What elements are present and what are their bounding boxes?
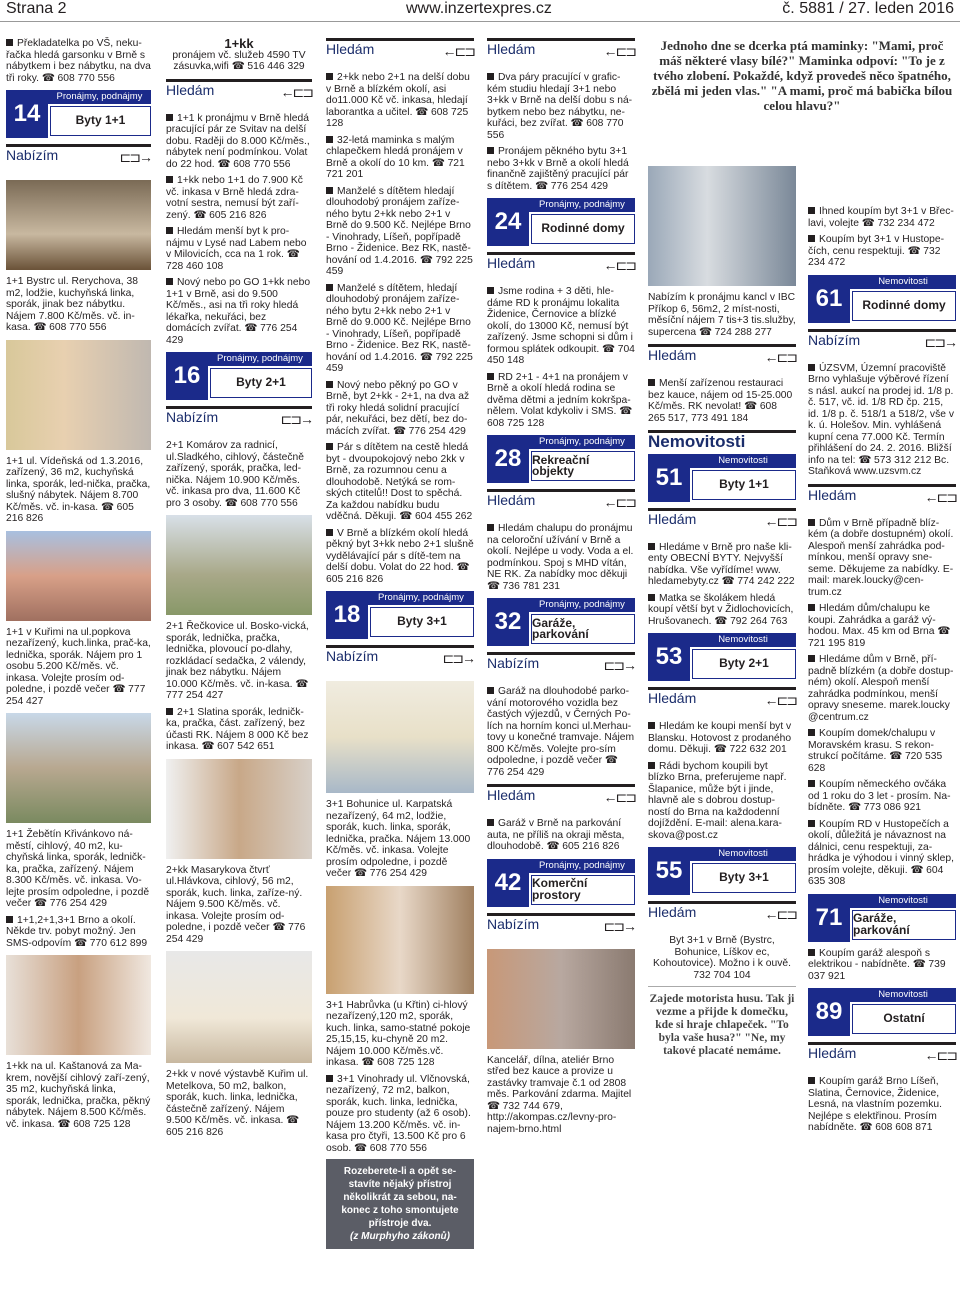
apartment-photo bbox=[326, 681, 474, 793]
seek-arrow-icon: ←⊏⊐ bbox=[764, 692, 796, 708]
category-badge: 42 Pronájmy, podnájmy Komerční prostory bbox=[487, 859, 635, 907]
apartment-photo bbox=[648, 166, 796, 286]
ad: Překladatelka po VŠ, neku-řačka hledá garsonku v Brně s nábytkem i bez nábytku, na dva tři roky. ☎ 608 770 556 bbox=[6, 38, 151, 84]
apartment-photo bbox=[6, 713, 151, 823]
seek-arrow-icon: ←⊏⊐ bbox=[603, 789, 635, 805]
column-6 bbox=[808, 206, 956, 1139]
seek-arrow-icon: ←⊏⊐ bbox=[280, 83, 312, 100]
joke-box-2: Zajede motorista husu. Tak ji vezme a přijde k domečku, kde si hraje chlapeček. "To byla vaše husa?" "Ne, my takové placaté nemáme. bbox=[648, 986, 796, 1058]
ad: Koupím garáž alespoň s elektrikou - nabídněte. ☎ 739 037 921 bbox=[808, 947, 946, 982]
category-badge: 28 Pronájmy, podnájmy Rekreační objekty bbox=[487, 435, 635, 483]
ad: pronájem vč. služeb 4590 TV zásuvka,wifi ☎ 516 446 329 bbox=[172, 49, 306, 72]
ad-title: 1+kk bbox=[224, 36, 254, 51]
ad: Matka se školákem hledá koupí větší byt v Židlochovicích, Hrušovanech. ☎ 792 264 763 bbox=[648, 592, 794, 627]
section-bar-seek: Hledám ←⊏⊐ bbox=[808, 484, 956, 514]
section-bar-seek: Hledám ←⊏⊐ bbox=[487, 38, 635, 68]
ad: 1+1 v Kuřimi na ul.popkova nezařízený, kuch.linka, prač-ka, lednička, sporák. Nájem pro 1 osobu 5.200 Kč/měs. vč. inkasa. Volejte prosím od-poledne, i pozdě večer ☎ 777 254 427 bbox=[6, 626, 151, 707]
ad: Koupím byt 3+1 v Hustope-čích, cenu respektuji. ☎ 732 234 472 bbox=[808, 234, 945, 268]
ad: Dům v Brně případně blíz-kém (a dobře dostupném) okolí. Alespoň menší zahrádka pod-mínkou, menší opravy sne-seme. Děkujeme za nabídky. E-mail: marek.loucky@cen-trum.cz bbox=[808, 517, 954, 598]
section-bar-offer: Nabízím ⊏⊐→ bbox=[808, 329, 956, 359]
ad: Manželé s dítětem hledají dlouhodobý pronájem zaříze-ného bytu 2+kk nebo 2+1 v Brně do 9.500 Kč. Nejlépe Brno - Vinohrady, Líšeň, popřípadě Brno - Židenice. Bez RK, nastě-hování od 1.4.2016. ☎ 792 225 459 bbox=[326, 185, 473, 277]
category-badge: 18 Pronájmy, podnájmy Byty 3+1 bbox=[326, 591, 474, 639]
apartment-photo bbox=[166, 759, 312, 859]
ad: Pronájem pěkného bytu 3+1 nebo 3+kk v Brně a okolí hledá finančně zajištěný pracující pár s dítětem. ☎ 776 254 429 bbox=[487, 146, 629, 192]
seek-arrow-icon: ←⊏⊐ bbox=[764, 512, 796, 529]
category-badge: 32 Pronájmy, podnájmy Garáže, parkování bbox=[487, 598, 635, 646]
ad: Koupím německého ovčáka od 1 roku do 3 let - prosím. Na-bídněte. ☎ 773 086 921 bbox=[808, 779, 951, 813]
section-bar-seek: Hledám ←⊏⊐ bbox=[166, 79, 312, 109]
ad: Garáž na dlouhodobé parko-vání motorového vozidla bez častých výjezdů, v Černých Po-lích na horním konci ul.Merhau-tovy u konečné tramvaje. Nájem 800 Kč/měs. Volejte pro-sím odpoledne, i pozdě večer ☎ 776 254 429 bbox=[487, 686, 635, 778]
offer-arrow-icon: ⊏⊐→ bbox=[119, 149, 151, 165]
ad: 1+kk na ul. Kaštanová za Ma-krem, novější cihlový zaří-zený, 35 m2, kuchyňská linka, sporák, lednička, pračka, pěkný nábytek. Nájem 8.500 Kč/měs. vč. inkasa. ☎ 608 725 128 bbox=[6, 1061, 151, 1130]
ad: 3+1 Bohunice ul. Karpatská nezařízený, 64 m2, lodžie, sporák, kuch. linka, sporák, lednička, pračka. Nájem 13.000 Kč/měs. vč. inkasa. Volejte prosím odpoledne, i pozdě večer ☎ 776 254 429 bbox=[326, 799, 471, 879]
ad: Nový nebo pěkný po GO v Brně, byt 2+kk - 2+1, na dva až tři roky hledá solidní pracující pár, nekuřáci, bez dětí, bez do-mácích zvířat. ☎ 776 254 429 bbox=[326, 379, 470, 437]
apartment-photo bbox=[6, 531, 151, 621]
ad: 2+1 Řečkovice ul. Bosko-vická, sporák, lednička, pračka, lednička, plovoucí po-dlahy, rozkládací sedačka, 2 válendy, jinak bez nábytku. Nájem 10.000 Kč/měs. vč. in-kasa. ☎ 777 254 427 bbox=[166, 621, 309, 701]
apartment-photo bbox=[487, 949, 635, 1049]
column-3 bbox=[326, 38, 474, 1249]
ad: 1+1 ul. Vídeňská od 1.3.2016, zařízený, 36 m2, kuchyňská linka, sporák, led-nička, pračka, slušný nábytek. Nájem 8.700 Kč/měs. vč. in-kasa. ☎ 605 216 826 bbox=[6, 455, 151, 524]
ad: Hledám chalupu do pronájmu na celoroční užívání v Brně a okolí. Nejlépe u vody. Voda a el. podmínkou. Spoj s MHD vítán, NE RK. Za nabídky moc děkuji ☎ 736 781 231 bbox=[487, 523, 634, 592]
category-badge: 71 Nemovitosti Garáže, parkování bbox=[808, 894, 956, 942]
ad: Hledám ke koupi menší byt v Blansku. Hotovost z prodaného domu. Děkuji. ☎ 722 632 201 bbox=[648, 721, 792, 755]
section-title-nemovitosti: Nemovitosti bbox=[648, 430, 796, 448]
ad: 1+1 k pronájmu v Brně hledá pracující pár ze Svitav na delší dobu. Raději do 8.000 Kč/měs., nábytek není podmínkou. Volat do 22 hod. ☎ 608 770 556 bbox=[166, 112, 310, 170]
offer-arrow-icon: ⊏⊐→ bbox=[442, 650, 474, 666]
section-bar-offer: Nabízím ⊏⊐→ bbox=[166, 406, 312, 436]
ad: Koupím garáž Brno Líšeň, Slatina, Černovice, Židenice, Lesná, na vlastním pozemku. Nejlépe s elektřinou. Prosím nabídněte. ☎ 608 608 871 bbox=[808, 1076, 942, 1133]
seek-arrow-icon: ←⊏⊐ bbox=[764, 349, 796, 365]
ad: 3+1 Vinohrady ul. Vlčnovská, nezařízený, 72 m2, balkon, sporák, kuch. linka, lednička, pouze pro studenty (až 6 osob). Nájem 13.200 Kč/měs. vč. in-kasa pro čtyři, 13.500 Kč pro 6 osob. ☎ 608 770 556 bbox=[326, 1073, 471, 1154]
seek-arrow-icon: ←⊏⊐ bbox=[603, 43, 635, 59]
joke-box: Jednoho dne se dcerka ptá maminky: "Mami, proč máš některé vlasy bílé?" Maminka odpoví: "To je z tvého zlobení. Pokaždé, když provedeš něco špatného, zbělá mi jeden vlas." "A mami, proč má babička bílou celou hlavu?" bbox=[651, 38, 953, 113]
category-badge: 51 Nemovitosti Byty 1+1 bbox=[648, 454, 796, 502]
offer-arrow-icon: ⊏⊐→ bbox=[603, 657, 635, 673]
page-number: Strana 2 bbox=[6, 0, 67, 17]
category-badge: 14 Pronájmy, podnájmy Byty 1+1 bbox=[6, 90, 151, 138]
seek-arrow-icon: ←⊏⊐ bbox=[442, 43, 474, 59]
ad: 32-letá maminka s malým chlapečkem hledá pronájem v Brně a okolí do 10 km. ☎ 721 721 201 bbox=[326, 134, 465, 180]
apartment-photo bbox=[166, 515, 312, 615]
category-badge: 89 Nemovitosti Ostatní bbox=[808, 988, 956, 1036]
ad: Nový nebo po GO 1+kk nebo 1+1 v Brně, asi do 9.500 Kč/měs., asi na tři roky hledá lékařka, nekuřáci, bez domácích zvířat. ☎ 776 254 429 bbox=[166, 277, 311, 346]
section-bar-seek: Hledám ←⊏⊐ bbox=[648, 344, 796, 374]
ad: Menší zařízenou restauraci bez kauce, nájem od 15-25.000 Kč/měs. RK nevolat! ☎ 608 265 517, 773 491 184 bbox=[648, 378, 793, 424]
ad: 1+1,2+1,3+1 Brno a okolí. Někde trv. pobyt možný. Jen SMS-odpovím ☎ 770 612 899 bbox=[6, 914, 148, 949]
section-bar-seek: Hledám ←⊏⊐ bbox=[648, 687, 796, 717]
apartment-photo bbox=[326, 886, 474, 994]
site-url[interactable]: www.inzertexpres.cz bbox=[406, 0, 552, 17]
section-bar-offer: Nabízím ⊏⊐→ bbox=[487, 913, 635, 943]
ad: Dva páry pracující v grafic-kém studiu hledají 3+1 nebo 3+kk v Brně na delší dobu s ná-bytkem nebo bez nábytku, ne-kuřáci, bez zvířat. ☎ 608 770 556 bbox=[487, 72, 633, 141]
ad: 2+kk nebo 2+1 na delší dobu v Brně a blízkém okolí, asi do11.000 Kč vč. inkasa, hledají laborantka a učitel. ☎ 608 725 128 bbox=[326, 72, 470, 129]
ad: 3+1 Habrůvka (u Křtin) ci-hlový nezařízený,120 m2, sporák, kuch. linka, samo-statné pokoje 25,15,15, ku-chyně 20 m2. Nájem 10.000 Kč/měs.vč. inkasa. ☎ 608 725 128 bbox=[326, 999, 471, 1068]
section-bar-seek: Hledám ←⊏⊐ bbox=[487, 489, 635, 519]
ad: Koupím RD v Hustopečích a okolí, důležitá je návaznost na dálnici, cenu respektuji, za-hrádka je výhodou i vinný sklep, prosím volejte, děkuji. ☎ 604 635 308 bbox=[808, 818, 954, 887]
category-badge: 24 Pronájmy, podnájmy Rodinné domy bbox=[487, 198, 635, 246]
ad: 2+1 Slatina sporák, ledničk-ka, pračka, část. zařízený, bez účasti RK. Nájem 8 000 Kč bez inkasa. ☎ 607 542 651 bbox=[166, 706, 309, 752]
ad: Hledáme dům v Brně, pří-padně blízkém (a dobře dostup-ném) okolí. Alespoň menší zahrádka podmínkou, menší opravy sneseme. marek.loucky @centrum.cz bbox=[808, 654, 954, 723]
category-badge: 61 Nemovitosti Rodinné domy bbox=[808, 275, 956, 323]
apartment-photo bbox=[6, 955, 151, 1055]
column-2 bbox=[166, 38, 312, 1143]
ad: RD 2+1 - 4+1 na pronájem v Brně a okolí hledá rodina se dvěma dětmi a jedním kokršpa-nělem. Volat kdykoliv i SMS. ☎ 608 725 128 bbox=[487, 371, 633, 429]
ad: 2+kk Masarykova čtvrť ul.Hlávkova, cihlový, 56 m2, sporák, kuch. linka, zaříze-ný. Nájem 9.500 Kč/měs. vč. inkasa. Volejte prosím od-poledne, i pozdě večer ☎ 776 254 429 bbox=[166, 864, 306, 945]
ad: V Brně a blízkém okolí hledá pěkný byt 3+kk nebo 2+1 slušně vydělávající pár s dítě-tem na delší dobu. Volat do 22 hod. ☎ 605 216 826 bbox=[326, 527, 474, 585]
seek-arrow-icon: ←⊏⊐ bbox=[764, 906, 796, 922]
ad: Jsme rodina + 3 děti, hle-dáme RD k pronájmu lokalita Židenice, Černovice a blízké okolí, do 13000 Kč, nemusí být zařízený. Jsme schopni si dům i formou splátek odkoupit. ☎ 704 450 148 bbox=[487, 286, 635, 366]
ad: Hledám dům/chalupu ke koupi. Zahrádka a garáž vý-hodou. Max. 45 km od Brna ☎ 721 195 819 bbox=[808, 603, 951, 649]
murphy-quote: Rozeberete-li a opět se-stavíte nějaký přístroj několikrát za sebou, na-konec z toho smontujete přístroje dva. (z Murphyho zákonů) bbox=[326, 1159, 474, 1249]
page-header bbox=[0, 0, 960, 22]
apartment-photo bbox=[166, 951, 312, 1063]
offer-arrow-icon: ⊏⊐→ bbox=[280, 411, 312, 427]
category-badge: 16 Pronájmy, podnájmy Byty 2+1 bbox=[166, 352, 312, 400]
column-5 bbox=[648, 160, 796, 1058]
ad: Koupím domek/chalupu v Moravském krasu. S rekon-strukcí počítáme. ☎ 720 535 628 bbox=[808, 728, 943, 774]
offer-arrow-icon: ⊏⊐→ bbox=[924, 333, 956, 350]
section-bar-offer: Nabízím ⊏⊐→ bbox=[487, 652, 635, 682]
apartment-photo bbox=[6, 180, 151, 270]
apartment-photo bbox=[6, 340, 151, 450]
section-bar-seek: Hledám ←⊏⊐ bbox=[648, 901, 796, 931]
section-bar-seek: Hledám ←⊏⊐ bbox=[648, 508, 796, 538]
section-bar-seek: Hledám ←⊏⊐ bbox=[808, 1042, 956, 1072]
ad: Byt 3+1 v Brně (Bystrc, Bohunice, Líškov ec, Kohoutovice). Možno i k ouvě. 732 704 104 bbox=[653, 935, 791, 981]
ad: Hledáme v Brně pro naše kli-enty OBECNÍ BYTY. Nejvyšší nabídka. Vše vyřídíme! www. hledamebyty.cz ☎ 774 242 222 bbox=[648, 541, 795, 587]
ad: 2+1 Komárov za radnicí, ul.Sladkého, cihlový, částečně zařízený, sporák, pračka, led-nička. Nájem 10.900 Kč/měs. vč. inkasa pro dva, 11.600 Kč pro 3 osoby. ☎ 608 770 556 bbox=[166, 440, 304, 509]
section-bar-offer: Nabízím ⊏⊐→ bbox=[326, 645, 474, 675]
seek-arrow-icon: ←⊏⊐ bbox=[924, 488, 956, 505]
section-bar-seek: Hledám ←⊏⊐ bbox=[326, 38, 474, 68]
category-badge: 55 Nemovitosti Byty 3+1 bbox=[648, 847, 796, 895]
seek-arrow-icon: ←⊏⊐ bbox=[924, 1047, 956, 1063]
ad: Hledám menší byt k pro-nájmu v Lysé nad Labem nebo v Milovicích, cca na 1 rok. ☎ 728 460 108 bbox=[166, 226, 307, 272]
column-1 bbox=[6, 38, 151, 1135]
seek-arrow-icon: ←⊏⊐ bbox=[603, 257, 635, 273]
seek-arrow-icon: ←⊏⊐ bbox=[603, 494, 635, 510]
ad: Ihned koupím byt 3+1 v Břec-lavi, volejte ☎ 732 234 472 bbox=[808, 206, 954, 229]
column-4 bbox=[487, 38, 635, 1140]
ad: Rádi bychom koupili byt blízko Brna, preferujeme např. Šlapanice, může být i jinde, hlavně ale s dobrou dostup-ností do Brna na každodenní dojíždění. E-mail: alena.kara-skova@post.cz bbox=[648, 760, 787, 841]
ad: ÚZSVM, Územní pracoviště Brno vyhlašuje výběrové řízení s násl. aukcí na prodej id. 1/8 p. č. 517, vč. id. 1/8 RD čp. 215, id. 1/8 p. č. 518/1 a 518/2, vše v k. ú. Holešov. Min. vyhlášená kupní cena 77.000 Kč. Termín přihlášení do 24. 2. 2016. Bližší info na tel: ☎ 573 312 212 Bc. Staňková www.uzsvm.cz bbox=[808, 362, 954, 477]
offer-arrow-icon: ⊏⊐→ bbox=[603, 917, 635, 934]
ad: Nabízím k pronájmu kancl v IBC Příkop 6, 56m2, 2 míst-nosti, měsíční nájem 7 tis+3 tis.služby, supercena ☎ 724 288 277 bbox=[648, 292, 796, 338]
ad: 1+1 Žebětín Křivánkovo ná-městí, cihlový, 40 m2, ku-chyňská linka, sporák, ledničk-ka, pračka, zařízený. Nájem 8.300 Kč/měs. vč. inkasa. Vo-lejte prosím odpoledne, i pozdě večer ☎ 776 254 429 bbox=[6, 829, 150, 909]
issue-number: č. 5881 / 27. leden 2016 bbox=[782, 0, 954, 17]
ad: 1+kk nebo 1+1 do 7.900 Kč vč. inkasa v Brně hledá zdra-votní sestra, nemusí být zaří-zený. ☎ 605 216 826 bbox=[166, 175, 303, 221]
category-badge: 53 Nemovitosti Byty 2+1 bbox=[648, 633, 796, 681]
ad: Garáž v Brně na parkování auta, ne příliš na okraji města, dlouhodobě. ☎ 605 216 826 bbox=[487, 818, 625, 852]
ad: 2+kk v nové výstavbě Kuřim ul. Metelkova, 50 m2, balkon, sporák, kuch. linka, lednička, částečně zařízený. Nájem 9.500 Kč/měs. vč. inkasa. ☎ 605 216 826 bbox=[166, 1069, 309, 1138]
section-bar-seek: Hledám ←⊏⊐ bbox=[487, 252, 635, 282]
ad: Kancelář, dílna, ateliér Brno střed bez kauce a provize u zastávky tramvaje č.1 od 2808 měs. Parkování zdarma. Majitel ☎ 732 744 679, http://akompas.cz/levny-pro-najem-brno.html bbox=[487, 1054, 632, 1135]
ad: Manželé s dítětem, hledají dlouhodobý pronájem zaříze-ného bytu 2+kk nebo 2+1 v Brně do 9.000 Kč. Nejlépe Brno - Vinohrady, Líšeň, popřípadě Brno - Židenice. Bez RK, nastě-hování od 1.4.2016. ☎ 792 225 459 bbox=[326, 282, 473, 374]
ad: 1+1 Bystrc ul. Rerychova, 38 m2, lodžie, kuchyňská linka, sporák, jinak bez nábytku. Nájem 7.800 Kč/měs. vč. in-kasa. ☎ 608 770 556 bbox=[6, 276, 138, 333]
section-bar-offer: Nabízím ⊏⊐→ bbox=[6, 144, 151, 174]
section-bar-seek: Hledám ←⊏⊐ bbox=[487, 784, 635, 814]
ad: Pár s dítětem na cestě hledá byt - dvoupokojový nebo 2kk v Brně, za rozumnou cenu a dlouhodobě. Netýká se rom-ských ctitelů!! Dost to spěchá. Za každou nabídku budu vděčná. Děkuji. ☎ 604 455 262 bbox=[326, 442, 473, 522]
